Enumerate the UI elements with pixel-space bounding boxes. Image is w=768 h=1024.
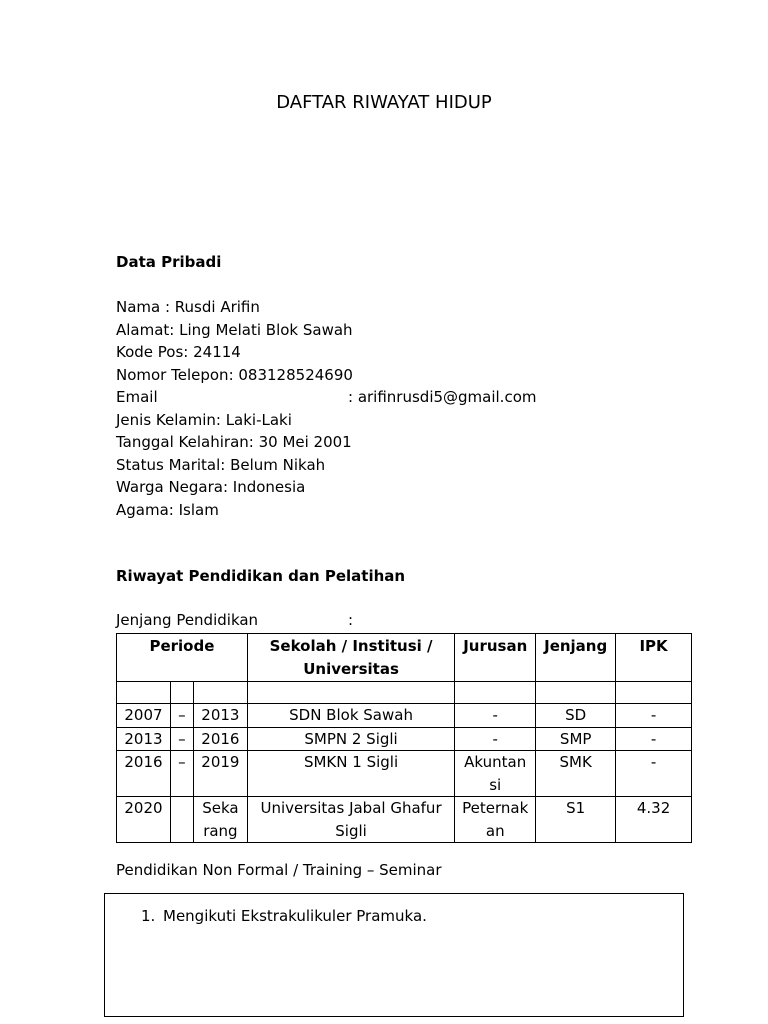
birth-date-line: Tanggal Kelahiran: 30 Mei 2001 — [116, 433, 352, 451]
period-dash — [170, 797, 193, 843]
email-label: Email — [116, 388, 158, 406]
school-name: SDN Blok Sawah — [247, 704, 454, 728]
empty-cell — [193, 682, 247, 704]
name-line: Nama : Rusdi Arifin — [116, 298, 260, 316]
email-line — [116, 386, 537, 409]
major: Peternak an — [455, 797, 536, 843]
major: - — [455, 727, 536, 751]
address-line: Alamat: Ling Melati Blok Sawah — [116, 320, 353, 339]
table-row — [117, 797, 692, 843]
religion-line: Agama: Islam — [116, 500, 219, 519]
period-end: 2019 — [193, 751, 247, 797]
period-dash: – — [170, 727, 193, 751]
table-row — [117, 727, 692, 751]
list-item-text: Mengikuti Ekstrakulikuler Pramuka. — [163, 907, 427, 925]
personal-data-list — [116, 296, 537, 521]
education-table — [116, 633, 692, 843]
postal-code-line: Kode Pos: 24114 — [116, 343, 241, 361]
list-item-number: 1. — [141, 907, 156, 925]
school-name: SMKN 1 Sigli — [247, 751, 454, 797]
school-name: SMPN 2 Sigli — [247, 727, 454, 751]
training-box — [104, 893, 684, 1017]
nonformal-heading: Pendidikan Non Formal / Training – Seminar — [116, 861, 442, 879]
period-end: Seka rang — [193, 797, 247, 843]
header-sekolah: Sekolah / Institusi / Universitas — [247, 634, 454, 682]
empty-cell — [455, 682, 536, 704]
period-dash: – — [170, 751, 193, 797]
major: Akuntan si — [455, 751, 536, 797]
period-start: 2007 — [117, 704, 171, 728]
header-periode: Periode — [117, 634, 248, 682]
school-name: Universitas Jabal Ghafur Sigli — [247, 797, 454, 843]
table-row — [117, 704, 692, 728]
gpa: - — [616, 751, 692, 797]
period-end: 2016 — [193, 727, 247, 751]
gpa: 4.32 — [616, 797, 692, 843]
education-heading: Riwayat Pendidikan dan Pelatihan — [116, 567, 406, 585]
education-level-line — [116, 611, 354, 629]
header-ipk: IPK — [616, 634, 692, 682]
header-jurusan: Jurusan — [455, 634, 536, 682]
phone-line: Nomor Telepon: 083128524690 — [116, 365, 353, 384]
personal-data-heading: Data Pribadi — [116, 253, 222, 271]
major: - — [455, 704, 536, 728]
period-end: 2013 — [193, 704, 247, 728]
education-header-row — [117, 634, 692, 682]
period-start: 2016 — [117, 751, 171, 797]
table-row-empty — [117, 682, 692, 704]
page-title: DAFTAR RIWAYAT HIDUP — [276, 92, 492, 113]
empty-cell — [117, 682, 171, 704]
education-level-label: Jenjang Pendidikan — [116, 611, 259, 629]
period-start: 2013 — [117, 727, 171, 751]
gpa: - — [616, 704, 692, 728]
period-start: 2020 — [117, 797, 171, 843]
nationality-line: Warga Negara: Indonesia — [116, 478, 306, 496]
list-item — [141, 907, 427, 925]
period-dash: – — [170, 704, 193, 728]
level: SD — [536, 704, 616, 728]
empty-cell — [616, 682, 692, 704]
email-value: : arifinrusdi5@gmail.com — [348, 388, 537, 406]
level: SMP — [536, 727, 616, 751]
table-row — [117, 751, 692, 797]
empty-cell — [170, 682, 193, 704]
gpa: - — [616, 727, 692, 751]
empty-cell — [536, 682, 616, 704]
level: SMK — [536, 751, 616, 797]
training-list — [141, 907, 427, 925]
marital-status-line: Status Marital: Belum Nikah — [116, 455, 326, 474]
education-level-colon: : — [348, 611, 354, 629]
level: S1 — [536, 797, 616, 843]
header-jenjang: Jenjang — [536, 634, 616, 682]
empty-cell — [247, 682, 454, 704]
gender-line: Jenis Kelamin: Laki-Laki — [116, 410, 292, 429]
